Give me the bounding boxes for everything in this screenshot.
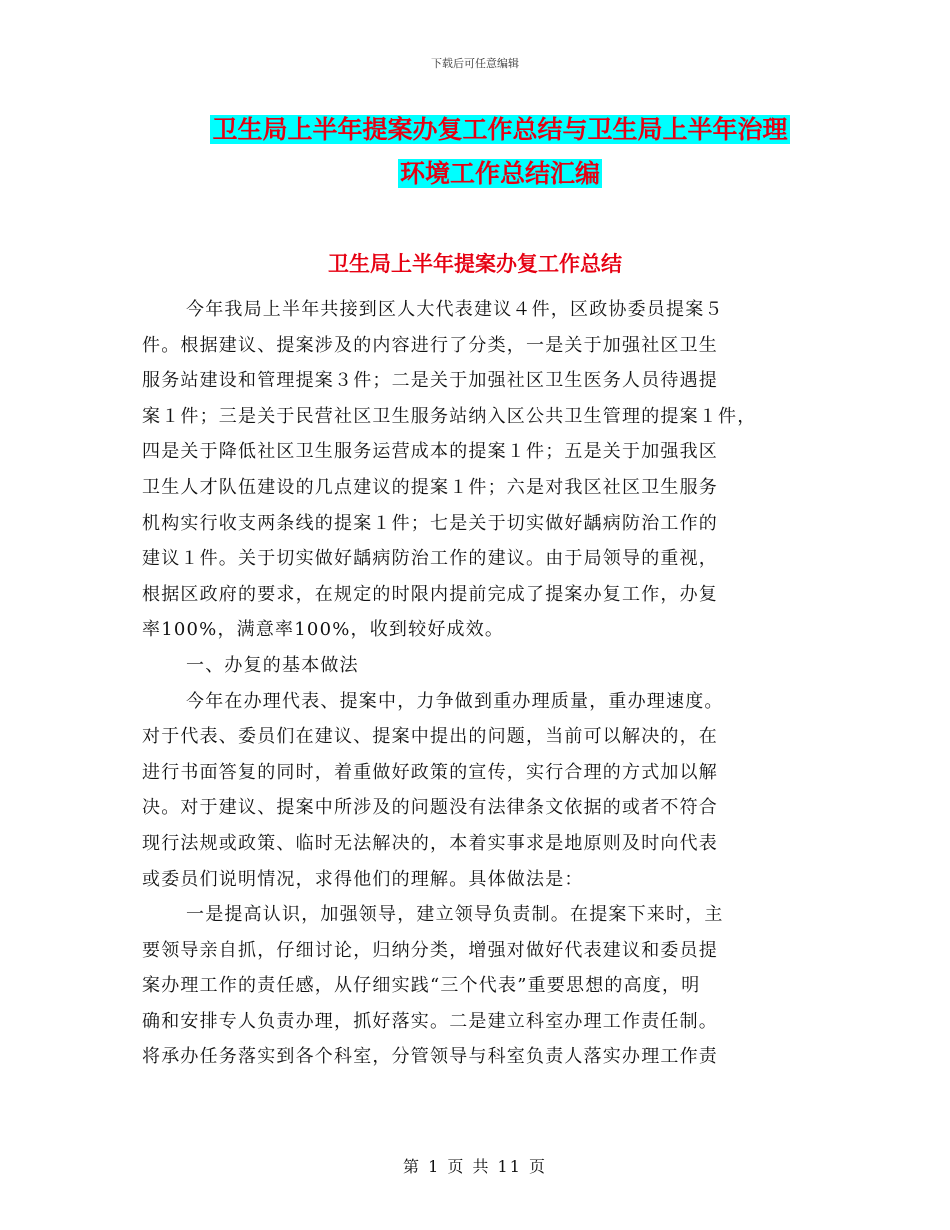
paragraph-line: 决。对于建议、提案中所涉及的问题没有法律条文依据的或者不符合	[142, 797, 718, 819]
paragraph-line: 进行书面答复的同时，着重做好政策的宣传，实行合理的方式加以解	[142, 761, 718, 783]
paragraph-line: 确和安排专人负责办理，抓好落实。二是建立科室办理工作责任制。	[142, 1010, 718, 1032]
paragraph-line: 要领导亲自抓，仔细讨论，归纳分类，增强对做好代表建议和委员提	[142, 939, 718, 961]
section-title: 卫生局上半年提案办复工作总结	[328, 252, 622, 276]
paragraph-line: 今年我局上半年共接到区人大代表建议４件，区政协委员提案５	[186, 299, 724, 320]
paragraph-line: 现行法规或政策、临时无法解决的，本着实事求是地原则及时向代表	[142, 832, 718, 854]
paragraph-line: 一是提高认识，加强领导，建立领导负责制。在提案下来时，主	[186, 904, 724, 926]
paragraph-line: 将承办任务落实到各个科室，分管领导与科室负责人落实办理工作责	[142, 1046, 718, 1068]
paragraph-line: 件。根据建议、提案涉及的内容进行了分类，一是关于加强社区卫生	[142, 334, 718, 356]
document-title-line-1: 卫生局上半年提案办复工作总结与卫生局上半年治理	[212, 115, 788, 144]
paragraph-line: 建议１件。关于切实做好龋病防治工作的建议。由于局领导的重视，	[142, 548, 718, 570]
document-title-line-2: 环境工作总结汇编	[399, 159, 600, 188]
paragraph-line: 四是关于降低社区卫生服务运营成本的提案１件；五是关于加强我区	[142, 441, 718, 463]
paragraph-line: 服务站建设和管理提案３件；二是关于加强社区卫生医务人员待遇提	[142, 370, 718, 392]
paragraph-line: 今年在办理代表、提案中，力争做到重办理质量，重办理速度。	[186, 690, 724, 712]
paragraph-line: 根据区政府的要求，在规定的时限内提前完成了提案办复工作，办复	[142, 583, 718, 605]
body-text	[142, 292, 802, 1075]
paragraph-line: 机构实行收支两条线的提案１件；七是关于切实做好龋病防治工作的	[142, 512, 718, 534]
header-note: 下载后可任意编辑	[431, 57, 519, 70]
subsection-heading: 一、办复的基本做法	[186, 654, 359, 676]
paragraph-line: 卫生人才队伍建设的几点建议的提案１件；六是对我区社区卫生服务	[142, 476, 718, 498]
document-title	[150, 108, 850, 196]
paragraph-line: 率100%，满意率100%，收到较好成效。	[142, 619, 505, 641]
paragraph-line: 案办理工作的责任感，从仔细实践“三个代表”重要思想的高度，明	[142, 975, 701, 997]
paragraph-line: 案１件；三是关于民营社区卫生服务站纳入区公共卫生管理的提案１件，	[142, 405, 757, 427]
paragraph-line: 对于代表、委员们在建议、提案中提出的问题，当前可以解决的，在	[142, 726, 718, 748]
page-footer: 第 1 页 共 11 页	[403, 1157, 547, 1176]
paragraph-line: 或委员们说明情况，求得他们的理解。具体做法是：	[142, 868, 584, 890]
